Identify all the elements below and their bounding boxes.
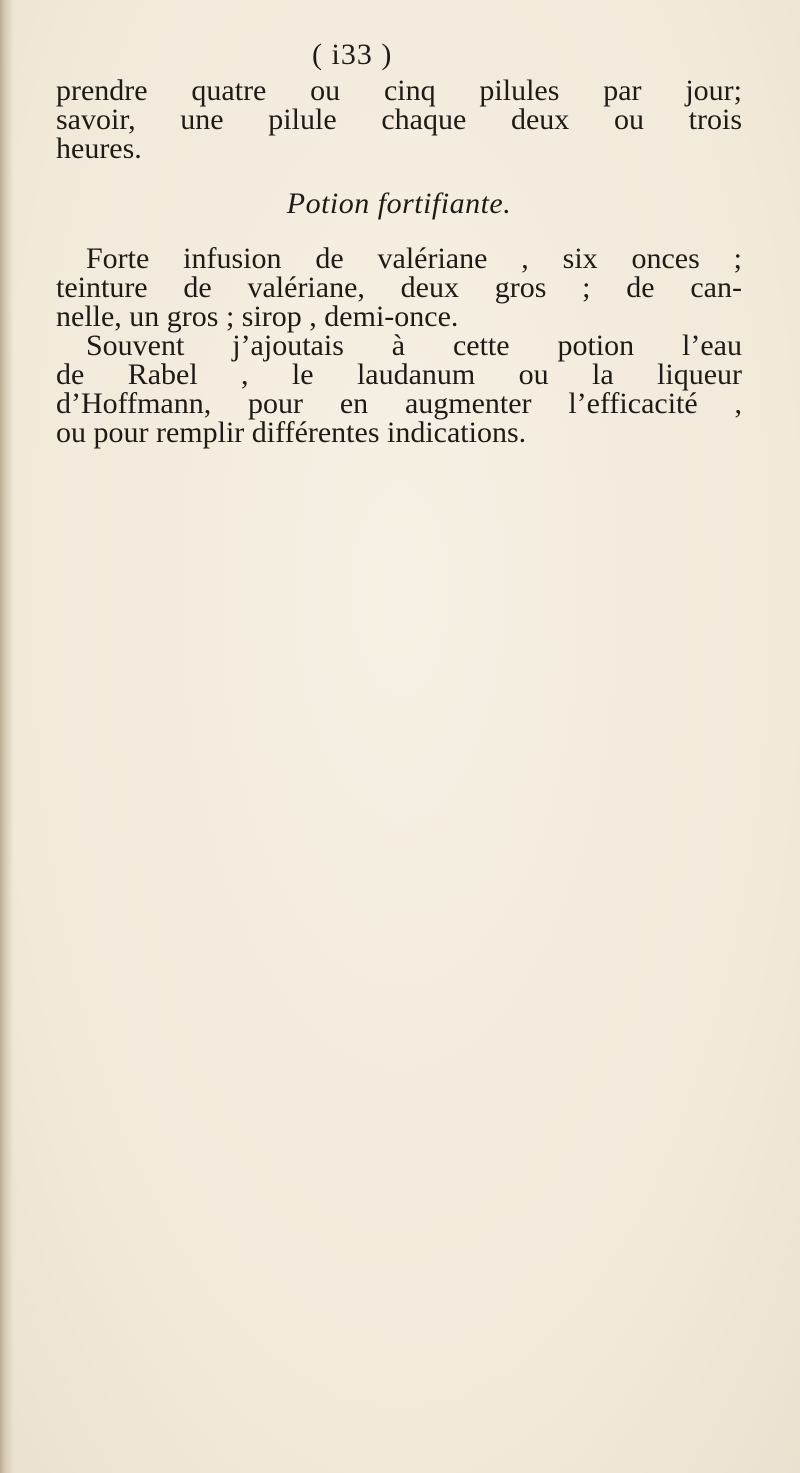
text-line: de Rabel , le laudanum ou la liqueur (56, 358, 742, 391)
text-line: Souvent j’ajoutais à cette potion l’eau (86, 329, 742, 362)
page-text (56, 76, 742, 447)
text-line: savoir, une pilule chaque deux ou trois (56, 103, 742, 136)
text-line: Forte infusion de valériane , six onces ; (86, 242, 742, 275)
text-line: prendre quatre ou cinq pilules par jour; (56, 74, 742, 107)
text-line: heures. (56, 132, 142, 165)
text-line: ou pour remplir différentes indications. (56, 416, 527, 449)
page-number: ( i33 ) (312, 38, 393, 71)
text-line: d’Hoffmann, pour en augmenter l’efficacité , (56, 387, 742, 420)
text-line: teinture de valériane, deux gros ; de can- (56, 271, 742, 304)
section-title: Potion fortifiante. (286, 187, 512, 220)
page-binding-edge (0, 0, 14, 1473)
text-line: nelle, un gros ; sirop , demi-once. (56, 300, 459, 333)
